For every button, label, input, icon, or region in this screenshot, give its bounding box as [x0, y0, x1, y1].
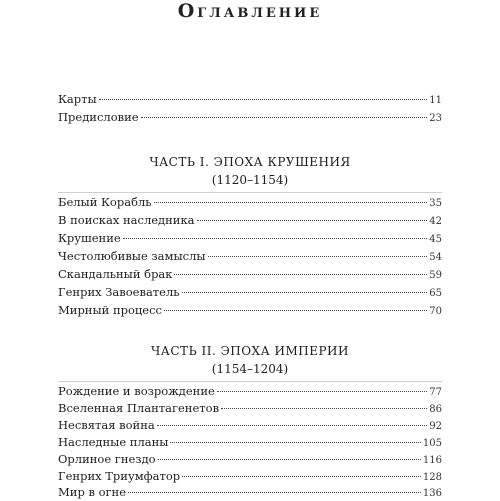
toc-entry[interactable] — [58, 267, 442, 283]
toc-entry-page: 65 — [429, 288, 442, 299]
part-2-years: (1154–1204) — [211, 362, 289, 376]
toc-entry-page: 45 — [429, 234, 442, 245]
section-divider — [58, 381, 442, 382]
part-2-heading: ЧАСТЬ II. ЭПОХА ИМПЕРИИ — [151, 344, 349, 358]
toc-entry-label: Вселенная Плантагенетов — [58, 401, 220, 415]
toc-entry-page: 11 — [429, 95, 442, 106]
part-1-heading: ЧАСТЬ I. ЭПОХА КРУШЕНИЯ — [149, 155, 351, 169]
toc-entry-label: Мир в огне — [58, 485, 127, 499]
toc-entry[interactable] — [58, 384, 442, 400]
dot-leader — [99, 99, 428, 100]
toc-entry-label: Орлиное гнездо — [58, 452, 156, 466]
toc-entry-page: 136 — [422, 488, 442, 499]
toc-entry[interactable] — [58, 213, 442, 229]
dot-leader — [154, 202, 428, 203]
dot-leader — [208, 256, 428, 257]
toc-entry-page: 128 — [422, 472, 442, 483]
page-title: Оглавление — [177, 0, 323, 22]
toc-entry-page: 23 — [429, 113, 442, 124]
toc-entry-page: 59 — [429, 270, 442, 281]
toc-entry-page: 35 — [429, 198, 442, 209]
toc-entry[interactable] — [58, 249, 442, 265]
toc-entry-preface[interactable] — [58, 110, 442, 126]
toc-entry-label: В поисках наследника — [58, 213, 195, 227]
toc-entry-page: 42 — [429, 216, 442, 227]
dot-leader — [197, 220, 428, 221]
toc-entry[interactable] — [58, 452, 442, 468]
section-divider — [58, 192, 442, 193]
dot-leader — [158, 459, 421, 460]
dot-leader — [157, 425, 428, 426]
toc-entry[interactable] — [58, 285, 442, 301]
dot-leader — [170, 442, 420, 443]
toc-entry-label: Генрих Завоеватель — [58, 285, 180, 299]
toc-entry[interactable] — [58, 435, 442, 451]
dot-leader — [141, 117, 428, 118]
toc-entry-page: 54 — [429, 252, 442, 263]
dot-leader — [174, 274, 427, 275]
toc-entry-page: 92 — [429, 421, 442, 432]
toc-entry[interactable] — [58, 195, 442, 211]
dot-leader — [221, 408, 427, 409]
dot-leader — [123, 238, 428, 239]
toc-entry[interactable] — [58, 303, 442, 319]
toc-entry[interactable] — [58, 418, 442, 434]
toc-entry-label: Рождение и возрождение — [58, 384, 215, 398]
toc-entry-page: 116 — [422, 455, 442, 466]
toc-entry-label: Предисловие — [58, 110, 139, 124]
toc-entry-page: 105 — [422, 438, 442, 449]
part-1-years: (1120–1154) — [211, 173, 289, 187]
toc-entry-maps[interactable] — [58, 92, 442, 108]
toc-entry-label: Наследные планы — [58, 435, 169, 449]
dot-leader — [182, 476, 421, 477]
toc-entry[interactable] — [58, 401, 442, 417]
toc-entry-label: Скандальный брак — [58, 267, 173, 281]
toc-entry-label: Мирный процесс — [58, 303, 162, 317]
toc-entry-page: 86 — [429, 404, 442, 415]
dot-leader — [128, 492, 421, 493]
dot-leader — [217, 391, 427, 392]
toc-entry[interactable] — [58, 231, 442, 247]
toc-entry-label: Несвятая война — [58, 418, 155, 432]
dot-leader — [182, 292, 428, 293]
dot-leader — [164, 310, 427, 311]
toc-entry-label: Генрих Триумфатор — [58, 469, 181, 483]
toc-entry[interactable] — [58, 469, 442, 485]
toc-entry[interactable] — [58, 485, 442, 501]
toc-entry-page: 77 — [429, 387, 442, 398]
toc-entry-label: Крушение — [58, 231, 121, 245]
toc-entry-page: 70 — [429, 306, 442, 317]
toc-entry-label: Белый Корабль — [58, 195, 152, 209]
toc-entry-label: Честолюбивые замыслы — [58, 249, 206, 263]
toc-entry-label: Карты — [58, 92, 97, 106]
